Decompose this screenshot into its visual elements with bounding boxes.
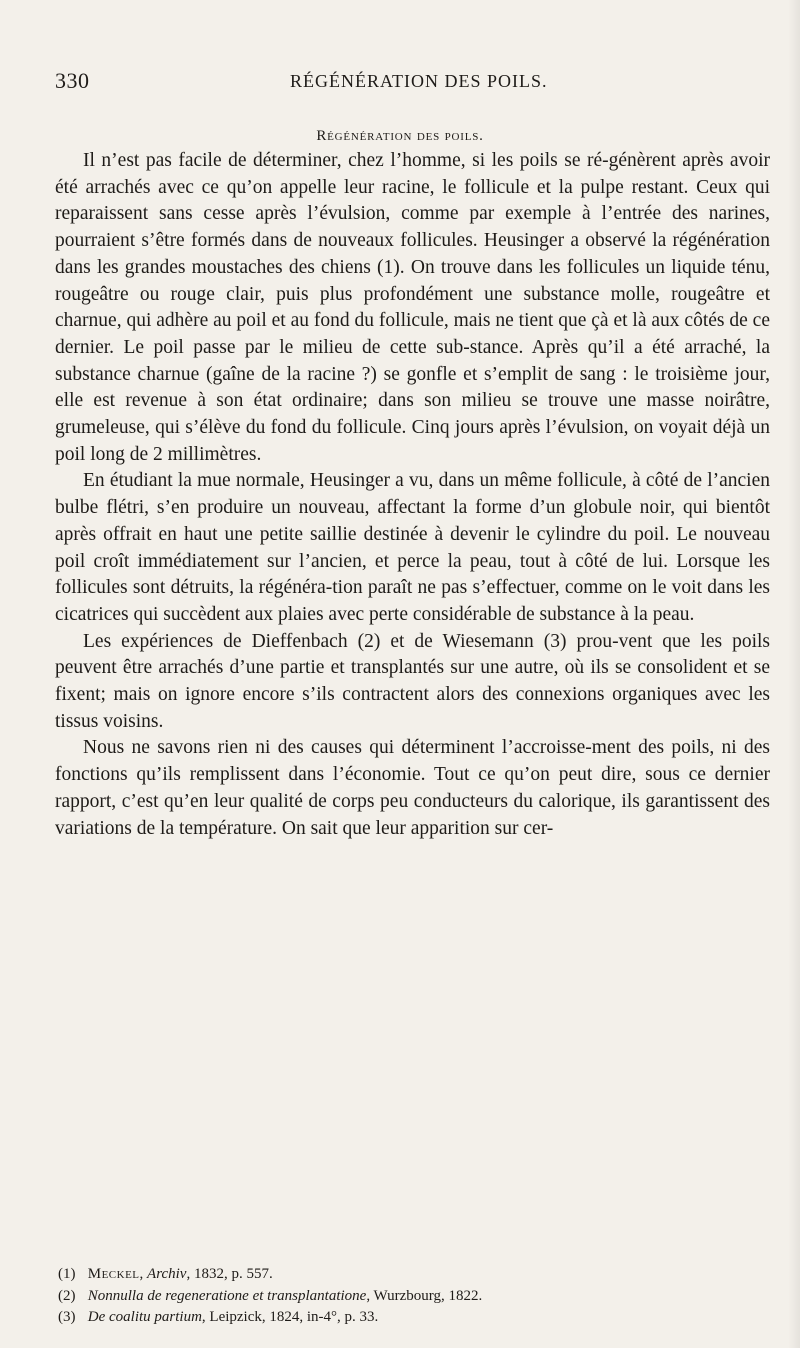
footnote: (1) Meckel, Archiv, 1832, p. 557. <box>58 1264 768 1286</box>
footnote-number: (1) <box>58 1266 76 1282</box>
paragraph: Nous ne savons rien ni des causes qui déterminent l’accroisse-ment des poils, ni des fonctions qu’ils remplissent dans l’économie. Tout ce qu’on peut dire, sous ce dernier rapport, c’est qu’en leur qualité de corps peu conducteurs du calorique, ils garantissent des variations de la température. On sait que leur apparition sur cer- <box>55 737 770 839</box>
footnote-author: Meckel <box>87 1266 140 1282</box>
footnote <box>58 1307 768 1329</box>
footnote-number: (3) <box>58 1309 76 1325</box>
footnote-details: , Leipzick, 1824, in-4°, p. 33. <box>201 1309 379 1325</box>
body-text <box>55 148 770 842</box>
footnote-title: Nonnulla de regeneratione et transplantatione <box>87 1287 367 1304</box>
footnote-details: , Wurzbourg, 1822. <box>366 1287 483 1304</box>
footnotes <box>58 1264 768 1329</box>
footnote-title: De coalitu partium <box>87 1309 202 1325</box>
footnote-details: , 1832, p. 557. <box>186 1266 273 1282</box>
section-heading: Régénération des poils. <box>316 128 484 144</box>
footnote-number: (2) <box>58 1287 76 1304</box>
running-title: RÉGÉNÉRATION DES POILS. <box>290 71 548 91</box>
paragraph: Les expériences de Dieffenbach (2) et de Wiesemann (3) prou-vent que les poils peuvent être arrachés d’une partie et transplantés sur une autre, où ils se consolident et se fixent; mais on ignore encore s’ils contractent alors des connexions organiques avec les tissus voisins. <box>55 630 770 732</box>
footnote-title: Archiv <box>147 1266 187 1282</box>
footnote <box>58 1286 768 1308</box>
paragraph: Il n’est pas facile de déterminer, chez l’homme, si les poils se ré-génèrent après avoir été arrachés avec ce qu’on appelle leur racine, le follicule et la pulpe restant. Ceux qui reparaissent sans cesse après l’évulsion, comme par exemple à l’entrée des narines, pourraient s’être formés dans de nouveaux follicules. Heusinger a observé la régénération dans les grandes moustaches des chiens (1). On trouve dans les follicules un liquide ténu, rougeâtre ou rouge clair, puis plus profondément une substance molle, rougeâtre et charnue, qui adhère au poil et au fond du follicule, mais ne tient que çà et là aux côtés de ce dernier. Le poil passe par le milieu de cette sub-stance. Après qu’il a été arraché, la substance charnue (gaîne de la racine ?) se gonfle et s’emplit de sang : le troisième jour, elle est revenue à son état ordinaire; dans son milieu se trouve une masse noirâtre, grumeleuse, qui s’élève du fond du follicule. Cinq jours après l’évulsion, on voyait déjà un poil long de 2 millimètres. <box>55 150 770 465</box>
running-header <box>0 68 800 98</box>
page-number: 330 <box>55 68 90 93</box>
paragraph: En étudiant la mue normale, Heusinger a vu, dans un même follicule, à côté de l’ancien bulbe flétri, s’en produire un nouveau, affectant la forme d’un globule noir, qui bientôt après offrait en haut une petite saillie destinée à devenir le cylindre du poil. Le nouveau poil croît immédiatement sur l’ancien, et perce la peau, tout à côté de lui. Lorsque les follicules sont détruits, la régénéra-tion paraît ne pas s’effectuer, comme on le voit dans les cicatrices qui succèdent aux plaies avec perte considérable de substance à la peau. <box>55 470 770 625</box>
